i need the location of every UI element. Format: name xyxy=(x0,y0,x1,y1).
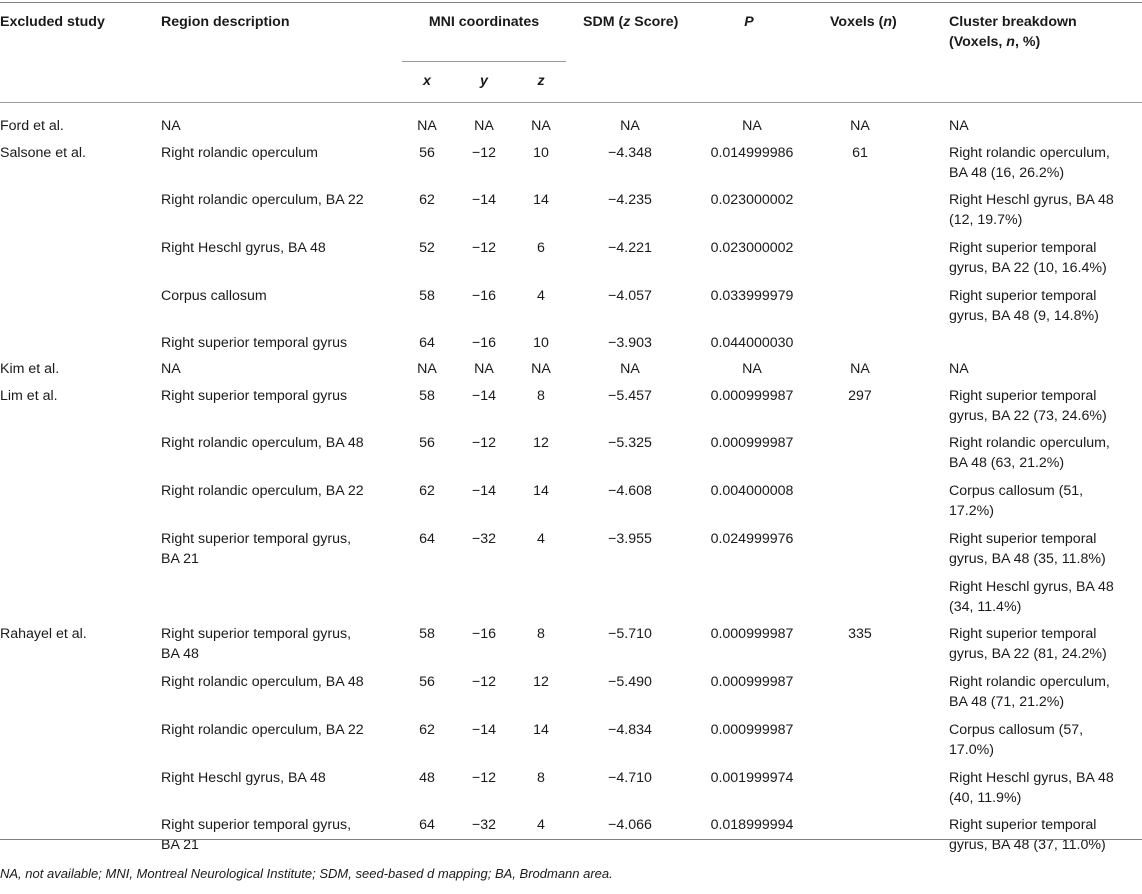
cell-cluster xyxy=(949,433,1139,473)
cell-text: 0.001999974 xyxy=(710,770,794,786)
cell-text: −4.221 xyxy=(608,240,652,256)
cell-p xyxy=(707,116,797,136)
cell-z xyxy=(526,190,556,210)
cell-text: 0.044000030 xyxy=(710,335,794,351)
cell-text: 62 xyxy=(419,192,435,208)
cell-p xyxy=(707,286,797,306)
cell-text: BA 48 xyxy=(161,646,199,662)
cell-text: 64 xyxy=(419,531,435,547)
cell-text: −16 xyxy=(471,288,497,304)
cell-text: −32 xyxy=(471,817,497,833)
cell-x xyxy=(412,481,442,501)
cell-y xyxy=(469,286,499,306)
cell-p xyxy=(707,815,797,835)
cell-text: 0.033999979 xyxy=(710,288,794,304)
cell-text: −4.057 xyxy=(608,288,652,304)
mni-subrule xyxy=(402,61,566,62)
cell-region xyxy=(161,624,396,664)
cell-text: 0.000999987 xyxy=(710,388,794,404)
cell-p xyxy=(707,333,797,353)
cell-text: 14 xyxy=(533,722,549,738)
cell-text: Ford et al. xyxy=(0,118,64,134)
cell-text: −4.710 xyxy=(608,770,652,786)
cell-y xyxy=(469,143,499,163)
cell-text: 56 xyxy=(419,674,435,690)
cell-text: Corpus callosum xyxy=(161,288,267,304)
cell-x xyxy=(412,815,442,835)
cell-region xyxy=(161,386,396,406)
cell-text: Right superior temporal gyrus, xyxy=(161,531,352,547)
cell-x xyxy=(412,529,442,549)
cell-text: Right rolandic operculum, BA 48 xyxy=(161,435,364,451)
cell-text: −32 xyxy=(471,531,497,547)
cell-p xyxy=(707,624,797,644)
cell-text: 335 xyxy=(848,626,872,642)
cell-text: Right superior temporal xyxy=(949,531,1097,547)
cell-cluster xyxy=(949,672,1139,712)
cell-text: NA xyxy=(161,118,181,134)
cell-region xyxy=(161,143,396,163)
cell-x xyxy=(412,333,442,353)
cell-sdm xyxy=(590,143,670,163)
cell-text: 14 xyxy=(533,192,549,208)
cell-region xyxy=(161,481,396,501)
cell-p xyxy=(707,529,797,549)
cell-text: gyrus, BA 48 (37, 11.0%) xyxy=(949,837,1106,853)
cell-text: NA xyxy=(620,118,640,134)
cell-text: Salsone et al. xyxy=(0,145,86,161)
cell-text: Right Heschl gyrus, BA 48 xyxy=(949,770,1114,786)
cell-y xyxy=(469,720,499,740)
cell-text: 64 xyxy=(419,817,435,833)
cell-text: −14 xyxy=(471,722,497,738)
cell-text: Corpus callosum (51, xyxy=(949,483,1084,499)
cell-text: 58 xyxy=(419,626,435,642)
cell-p xyxy=(707,359,797,379)
cell-text: Lim et al. xyxy=(0,388,58,404)
cell-cluster xyxy=(949,190,1139,230)
cell-text: NA xyxy=(531,118,551,134)
cell-x xyxy=(412,386,442,406)
cell-y xyxy=(469,116,499,136)
cell-y xyxy=(469,529,499,549)
cell-text: Right rolandic operculum, BA 22 xyxy=(161,483,364,499)
cell-z xyxy=(526,529,556,549)
cell-text: 12 xyxy=(533,435,549,451)
cell-text: gyrus, BA 48 (9, 14.8%) xyxy=(949,308,1099,324)
cell-x xyxy=(412,768,442,788)
cell-text: NA xyxy=(949,361,969,377)
cell-text: 8 xyxy=(537,626,545,642)
cell-z xyxy=(526,481,556,501)
cell-cluster xyxy=(949,286,1139,326)
cell-text: 0.004000008 xyxy=(710,483,794,499)
cell-text: −16 xyxy=(471,626,497,642)
cell-text: NA xyxy=(850,361,870,377)
cell-region xyxy=(161,720,396,740)
cell-text: Right superior temporal gyrus xyxy=(161,335,348,351)
cell-z xyxy=(526,286,556,306)
cell-text: 17.2%) xyxy=(949,503,994,519)
cell-text: Right Heschl gyrus, BA 48 xyxy=(161,240,326,256)
cell-cluster xyxy=(949,143,1139,183)
cell-text: 10 xyxy=(533,145,549,161)
cell-text: −12 xyxy=(471,145,497,161)
cell-text: BA 21 xyxy=(161,837,199,853)
cell-z xyxy=(526,720,556,740)
cell-text: 12 xyxy=(533,674,549,690)
cell-sdm xyxy=(590,116,670,136)
cell-cluster xyxy=(949,624,1139,664)
cell-region xyxy=(161,116,396,136)
cell-z xyxy=(526,359,556,379)
cell-x xyxy=(412,672,442,692)
header-cluster-breakdown: Cluster breakdown (Voxels, n, %) xyxy=(949,14,1077,50)
header-rule xyxy=(0,102,1142,103)
header-region-description: Region description xyxy=(161,14,290,30)
cell-region xyxy=(161,359,396,379)
cell-sdm xyxy=(590,672,670,692)
header-y: y xyxy=(480,73,488,89)
cell-text: −5.325 xyxy=(608,435,652,451)
bottom-rule xyxy=(0,839,1142,840)
cell-text: 0.000999987 xyxy=(710,674,794,690)
cell-text: −12 xyxy=(471,240,497,256)
header-sdm-score: SDM (z Score) xyxy=(583,14,679,30)
cell-text: NA xyxy=(161,361,181,377)
cell-sdm xyxy=(590,333,670,353)
cell-p xyxy=(707,672,797,692)
cell-text: 8 xyxy=(537,388,545,404)
cell-text: NA xyxy=(474,361,494,377)
cell-y xyxy=(469,768,499,788)
cell-text: 64 xyxy=(419,335,435,351)
cell-study xyxy=(0,386,150,406)
cell-text: NA xyxy=(850,118,870,134)
cell-text: Right superior temporal gyrus, xyxy=(161,626,352,642)
cell-voxels xyxy=(840,116,880,136)
cell-text: NA xyxy=(417,118,437,134)
table-footnote: NA, not available; MNI, Montreal Neurological Institute; SDM, seed-based d mapping; BA, Brodmann area. xyxy=(0,866,613,881)
cell-x xyxy=(412,286,442,306)
cell-text: −4.348 xyxy=(608,145,652,161)
cell-voxels xyxy=(840,624,880,644)
cell-cluster xyxy=(949,238,1139,278)
cell-x xyxy=(412,359,442,379)
cell-text: BA 48 (71, 21.2%) xyxy=(949,694,1065,710)
cell-x xyxy=(412,720,442,740)
cell-x xyxy=(412,116,442,136)
cell-text: 0.024999976 xyxy=(710,531,794,547)
cell-text: −5.490 xyxy=(608,674,652,690)
cell-text: 61 xyxy=(852,145,868,161)
cell-text: 6 xyxy=(537,240,545,256)
cell-sdm xyxy=(590,815,670,835)
cell-text: −4.066 xyxy=(608,817,652,833)
cell-text: 58 xyxy=(419,388,435,404)
cell-z xyxy=(526,116,556,136)
cell-x xyxy=(412,433,442,453)
cell-text: Right rolandic operculum, BA 48 xyxy=(161,674,364,690)
cell-z xyxy=(526,143,556,163)
cell-y xyxy=(469,672,499,692)
cell-text: Right superior temporal gyrus xyxy=(161,388,348,404)
cell-p xyxy=(707,190,797,210)
cell-text: Right Heschl gyrus, BA 48 xyxy=(161,770,326,786)
cell-z xyxy=(526,815,556,835)
cell-text: 4 xyxy=(537,288,545,304)
cell-text: NA xyxy=(417,361,437,377)
cell-cluster xyxy=(949,116,1139,136)
cell-text: −5.710 xyxy=(608,626,652,642)
cell-text: 297 xyxy=(848,388,872,404)
cell-text: −12 xyxy=(471,435,497,451)
cell-sdm xyxy=(590,433,670,453)
cell-text: BA 21 xyxy=(161,551,199,567)
cell-text: 4 xyxy=(537,817,545,833)
cell-text: Right rolandic operculum, xyxy=(949,674,1110,690)
cell-z xyxy=(526,768,556,788)
cell-sdm xyxy=(590,624,670,644)
cell-text: 62 xyxy=(419,483,435,499)
cell-p xyxy=(707,720,797,740)
cell-sdm xyxy=(590,286,670,306)
cell-cluster xyxy=(949,577,1139,617)
cell-sdm xyxy=(590,190,670,210)
cell-z xyxy=(526,333,556,353)
cell-voxels xyxy=(840,143,880,163)
cell-z xyxy=(526,433,556,453)
cell-p xyxy=(707,481,797,501)
cell-y xyxy=(469,481,499,501)
cell-text: −14 xyxy=(471,388,497,404)
cell-text: −4.608 xyxy=(608,483,652,499)
cell-cluster xyxy=(949,768,1139,808)
cell-text: −12 xyxy=(471,770,497,786)
cell-text: 58 xyxy=(419,288,435,304)
cell-voxels xyxy=(840,359,880,379)
header-z: z xyxy=(537,73,545,89)
cell-p xyxy=(707,768,797,788)
cell-text: −14 xyxy=(471,192,497,208)
cell-region xyxy=(161,190,396,210)
cell-text: BA 48 (63, 21.2%) xyxy=(949,455,1065,471)
cell-text: −4.834 xyxy=(608,722,652,738)
cell-sdm xyxy=(590,768,670,788)
cell-sdm xyxy=(590,238,670,258)
cell-region xyxy=(161,238,396,258)
cell-text: Corpus callosum (57, xyxy=(949,722,1084,738)
cell-text: Right rolandic operculum, BA 22 xyxy=(161,722,364,738)
cell-text: 17.0%) xyxy=(949,742,994,758)
cell-text: (40, 11.9%) xyxy=(949,790,1022,806)
cell-text: −16 xyxy=(471,335,497,351)
cell-text: gyrus, BA 22 (73, 24.6%) xyxy=(949,408,1107,424)
cell-text: −4.235 xyxy=(608,192,652,208)
cell-text: Right superior temporal xyxy=(949,817,1097,833)
cell-z xyxy=(526,386,556,406)
cell-text: Right superior temporal xyxy=(949,388,1097,404)
cell-x xyxy=(412,238,442,258)
cell-p xyxy=(707,238,797,258)
cell-p xyxy=(707,143,797,163)
cell-text: −14 xyxy=(471,483,497,499)
cell-text: 0.000999987 xyxy=(710,722,794,738)
cell-text: −5.457 xyxy=(608,388,652,404)
cell-text: −3.903 xyxy=(608,335,652,351)
header-mni-coordinates: MNI coordinates xyxy=(428,14,540,30)
cell-y xyxy=(469,190,499,210)
cell-cluster xyxy=(949,815,1139,855)
cell-text: Right rolandic operculum, xyxy=(949,435,1110,451)
header-p: P xyxy=(744,14,754,30)
cell-text: Rahayel et al. xyxy=(0,626,87,642)
cell-text: 4 xyxy=(537,531,545,547)
cell-y xyxy=(469,238,499,258)
cell-y xyxy=(469,815,499,835)
cell-text: 0.023000002 xyxy=(710,192,794,208)
cell-z xyxy=(526,624,556,644)
cell-x xyxy=(412,143,442,163)
cell-text: NA xyxy=(949,118,969,134)
cell-text: Right rolandic operculum, xyxy=(949,145,1110,161)
cell-region xyxy=(161,529,396,569)
cell-text: NA xyxy=(742,118,762,134)
cell-text: Right rolandic operculum, BA 22 xyxy=(161,192,364,208)
cell-sdm xyxy=(590,481,670,501)
cell-text: 14 xyxy=(533,483,549,499)
cell-text: NA xyxy=(620,361,640,377)
cell-text: 0.023000002 xyxy=(710,240,794,256)
cell-cluster xyxy=(949,720,1139,760)
cell-text: −12 xyxy=(471,674,497,690)
cell-cluster xyxy=(949,481,1139,521)
cell-y xyxy=(469,624,499,644)
cell-text: NA xyxy=(742,361,762,377)
cell-y xyxy=(469,333,499,353)
cell-region xyxy=(161,672,396,692)
cell-p xyxy=(707,433,797,453)
cell-sdm xyxy=(590,386,670,406)
cell-text: 52 xyxy=(419,240,435,256)
cell-text: 62 xyxy=(419,722,435,738)
cell-text: Right superior temporal gyrus, xyxy=(161,817,352,833)
cell-sdm xyxy=(590,720,670,740)
cell-text: 0.018999994 xyxy=(710,817,794,833)
cell-text: NA xyxy=(474,118,494,134)
cell-text: gyrus, BA 22 (81, 24.2%) xyxy=(949,646,1107,662)
cell-region xyxy=(161,433,396,453)
cell-study xyxy=(0,624,150,644)
cell-text: 0.000999987 xyxy=(710,435,794,451)
cell-text: 0.000999987 xyxy=(710,626,794,642)
cell-sdm xyxy=(590,359,670,379)
cell-text: Right rolandic operculum xyxy=(161,145,318,161)
cell-x xyxy=(412,624,442,644)
cell-sdm xyxy=(590,529,670,549)
cell-study xyxy=(0,359,150,379)
cell-text: 56 xyxy=(419,435,435,451)
cell-x xyxy=(412,190,442,210)
cell-z xyxy=(526,238,556,258)
cell-text: 0.014999986 xyxy=(710,145,794,161)
cell-text: Right superior temporal xyxy=(949,288,1097,304)
cell-y xyxy=(469,359,499,379)
cell-text: BA 48 (16, 26.2%) xyxy=(949,165,1065,181)
cell-region xyxy=(161,286,396,306)
cell-text: −3.955 xyxy=(608,531,652,547)
cell-text: Right superior temporal xyxy=(949,626,1097,642)
cell-y xyxy=(469,433,499,453)
cell-cluster xyxy=(949,359,1139,379)
cell-voxels xyxy=(840,386,880,406)
cell-text: Right superior temporal xyxy=(949,240,1097,256)
cell-text: Kim et al. xyxy=(0,361,60,377)
cell-text: 56 xyxy=(419,145,435,161)
cell-text: 48 xyxy=(419,770,435,786)
cell-region xyxy=(161,815,396,855)
cell-text: Right Heschl gyrus, BA 48 xyxy=(949,192,1114,208)
top-rule xyxy=(0,2,1142,3)
cell-text: gyrus, BA 48 (35, 11.8%) xyxy=(949,551,1106,567)
header-voxels: Voxels (n) xyxy=(830,14,897,30)
cell-text: 8 xyxy=(537,770,545,786)
header-x: x xyxy=(423,73,431,89)
cell-text: (12, 19.7%) xyxy=(949,212,1023,228)
cell-cluster xyxy=(949,386,1139,426)
cell-y xyxy=(469,386,499,406)
cell-study xyxy=(0,143,150,163)
cell-region xyxy=(161,768,396,788)
cell-text: (34, 11.4%) xyxy=(949,599,1022,615)
cell-study xyxy=(0,116,150,136)
cell-cluster xyxy=(949,529,1139,569)
cell-z xyxy=(526,672,556,692)
cell-region xyxy=(161,333,396,353)
cell-text: gyrus, BA 22 (10, 16.4%) xyxy=(949,260,1107,276)
cell-p xyxy=(707,386,797,406)
header-excluded-study: Excluded study xyxy=(0,14,105,30)
cell-text: 10 xyxy=(533,335,549,351)
cell-text: NA xyxy=(531,361,551,377)
cell-text: Right Heschl gyrus, BA 48 xyxy=(949,579,1114,595)
